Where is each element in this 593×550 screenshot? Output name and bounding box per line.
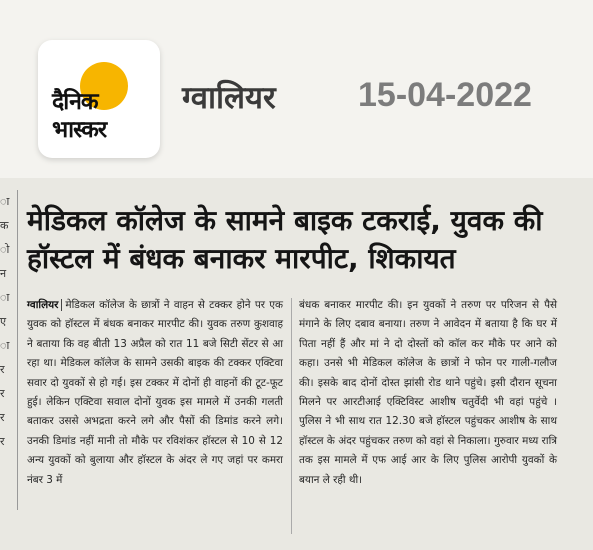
article-text-2: बंधक बनाकर मारपीट की। इन युवकों ने तरुण पर परिजन से पैसे मंगाने के लिए दबाव बनाया। तरुण ने आवेदन में बताया है कि घर में पिता नहीं हैं और मां ने दो दोस्तों को कॉल कर मौके पर आने को कहा। उनसे भी मेडिकल कॉलेज के छात्रों ने फोन पर गाली-गलौज की। इसके बाद दोनों दोस्त झांसी रोड थाने पहुंचे। इसी दौरान सूचना मिलने पर आरटीआई एक्टिविस्ट आशीष चतुर्वेदी भी वहां पहुंचे । पुलिस ने भी साथ रात 12.30 बजे हॉस्टल पहुंचकर आशीष के साथ हॉस्टल के अंदर पहुंचकर तरुण को वहां से निकाला। गुरुवार मध्य रात्रि तक इस मामले में एफ आई आर के लिए पुलिस आरोपी युवकों के बयान ले रही थी। — [299, 299, 557, 486]
fragment-char: र — [0, 435, 5, 448]
logo-text: दैनिक भास्कर — [52, 89, 107, 143]
article-column-2 — [299, 296, 557, 490]
newspaper-logo — [38, 40, 160, 158]
fragment-char: क — [0, 219, 9, 232]
fragment-char: र — [0, 411, 5, 424]
fragment-char: ा — [0, 195, 10, 208]
column-divider — [17, 190, 18, 510]
fragment-char: ए — [0, 315, 7, 328]
newspaper-clipping — [0, 178, 593, 550]
article-column-1 — [27, 296, 283, 490]
fragment-char: ा — [0, 339, 10, 352]
fragment-char: र — [0, 363, 5, 376]
article-headline: मेडिकल कॉलेज के सामने बाइक टकराई, युवक की हॉस्टल में बंधक बनाकर मारपीट, शिकायत — [27, 204, 543, 275]
fragment-char: र — [0, 387, 5, 400]
fragment-char: ो — [0, 243, 10, 256]
column-divider — [291, 298, 292, 534]
edition-city: ग्वालियर — [182, 80, 276, 116]
edition-date: 15-04-2022 — [358, 76, 532, 114]
fragment-char: ा — [0, 291, 10, 304]
dateline: ग्वालियर — [27, 299, 62, 311]
adjacent-column-fragment — [0, 190, 14, 490]
fragment-char: न — [0, 267, 7, 280]
article-text-1: मेडिकल कॉलेज के छात्रों ने वाहन से टक्कर होने पर एक युवक को हॉस्टल में बंधक बनाकर मारपीट की। युवक तरुण कुशवाह ने बताया कि वह बीती 13 अप्रैल को रात 11 बजे सिटी सेंटर से आ रहा था। मेडिकल कॉलेज के सामने उसकी बाइक की टक्कर एक्टिवा सवार दो युवकों से हो गई। इस टक्कर में दोनों ही वाहनों की टूट-फूट हुई। लेकिन एक्टिवा सवाल दोनों युवक इस मामले में उनकी गलती बताकर उससे अभद्रता करने लगे और पैसों की डिमांड करने लगे। उनकी डिमांड नहीं मानी तो मौके पर रविशंकर हॉस्टल से 10 से 12 अन्य युवकों को बुलाया और हॉस्टल के अंदर ले गए जहां पर कमरा नंबर 3 में — [27, 299, 283, 486]
